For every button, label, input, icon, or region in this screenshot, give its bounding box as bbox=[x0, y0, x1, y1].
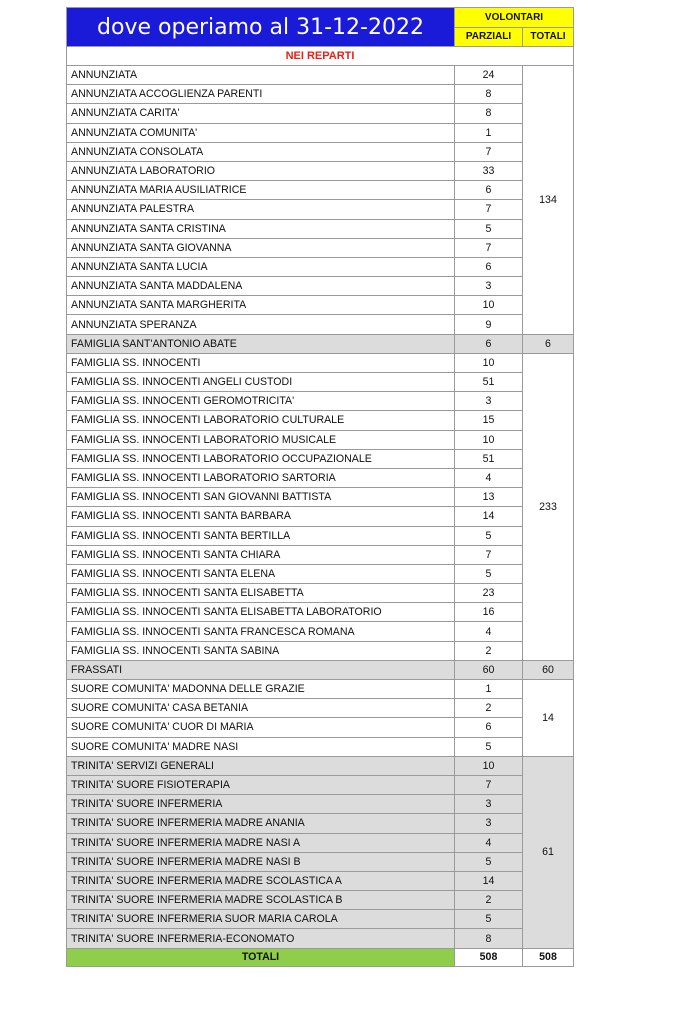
partial-count: 5 bbox=[455, 564, 523, 583]
ward-name: ANNUNZIATA SANTA MADDALENA bbox=[67, 277, 455, 296]
totals-totali: 508 bbox=[523, 948, 574, 966]
table-row bbox=[67, 737, 574, 756]
ward-name: FRASSATI bbox=[67, 660, 455, 679]
table-row bbox=[67, 564, 574, 583]
partial-count: 51 bbox=[455, 373, 523, 392]
ward-name: ANNUNZIATA COMUNITA' bbox=[67, 123, 455, 142]
table-row bbox=[67, 142, 574, 161]
partial-count: 8 bbox=[455, 85, 523, 104]
table-row bbox=[67, 756, 574, 775]
partial-count: 5 bbox=[455, 852, 523, 871]
partial-count: 7 bbox=[455, 545, 523, 564]
partial-count: 9 bbox=[455, 315, 523, 334]
ward-name: FAMIGLIA SS. INNOCENTI LABORATORIO MUSICALE bbox=[67, 430, 455, 449]
ward-name: TRINITA' SUORE INFERMERIA bbox=[67, 795, 455, 814]
partial-count: 23 bbox=[455, 584, 523, 603]
ward-name: TRINITA' SUORE INFERMERIA MADRE SCOLASTICA B bbox=[67, 891, 455, 910]
ward-name: ANNUNZIATA LABORATORIO bbox=[67, 161, 455, 180]
table-body bbox=[67, 66, 574, 949]
partial-count: 14 bbox=[455, 507, 523, 526]
partial-count: 10 bbox=[455, 430, 523, 449]
volunteer-table-sheet bbox=[66, 7, 573, 967]
ward-name: ANNUNZIATA SANTA MARGHERITA bbox=[67, 296, 455, 315]
partial-count: 6 bbox=[455, 257, 523, 276]
table-row bbox=[67, 353, 574, 372]
ward-name: SUORE COMUNITA' MADRE NASI bbox=[67, 737, 455, 756]
table-row bbox=[67, 277, 574, 296]
ward-name: ANNUNZIATA bbox=[67, 66, 455, 85]
ward-name: FAMIGLIA SS. INNOCENTI SANTA FRANCESCA ROMANA bbox=[67, 622, 455, 641]
table-row bbox=[67, 622, 574, 641]
table-row bbox=[67, 910, 574, 929]
partial-count: 10 bbox=[455, 353, 523, 372]
ward-name: TRINITA' SUORE FISIOTERAPIA bbox=[67, 775, 455, 794]
ward-name: FAMIGLIA SS. INNOCENTI SANTA ELENA bbox=[67, 564, 455, 583]
ward-name: FAMIGLIA SANT'ANTONIO ABATE bbox=[67, 334, 455, 353]
partial-count: 14 bbox=[455, 871, 523, 890]
partial-count: 7 bbox=[455, 200, 523, 219]
ward-name: FAMIGLIA SS. INNOCENTI SANTA BARBARA bbox=[67, 507, 455, 526]
ward-name: FAMIGLIA SS. INNOCENTI LABORATORIO SARTORIA bbox=[67, 468, 455, 487]
partial-count: 5 bbox=[455, 737, 523, 756]
ward-name: TRINITA' SUORE INFERMERIA-ECONOMATO bbox=[67, 929, 455, 948]
partial-count: 5 bbox=[455, 219, 523, 238]
partial-count: 10 bbox=[455, 756, 523, 775]
group-total: 134 bbox=[523, 66, 574, 335]
ward-name: FAMIGLIA SS. INNOCENTI ANGELI CUSTODI bbox=[67, 373, 455, 392]
table-row bbox=[67, 200, 574, 219]
partial-count: 2 bbox=[455, 699, 523, 718]
table-row bbox=[67, 584, 574, 603]
partial-count: 7 bbox=[455, 238, 523, 257]
group-total: 61 bbox=[523, 756, 574, 948]
partial-count: 3 bbox=[455, 392, 523, 411]
table-row bbox=[67, 660, 574, 679]
table-row bbox=[67, 833, 574, 852]
ward-name: TRINITA' SUORE INFERMERIA MADRE NASI B bbox=[67, 852, 455, 871]
ward-name: FAMIGLIA SS. INNOCENTI SANTA BERTILLA bbox=[67, 526, 455, 545]
table-row bbox=[67, 852, 574, 871]
ward-name: ANNUNZIATA MARIA AUSILIATRICE bbox=[67, 181, 455, 200]
partial-count: 2 bbox=[455, 891, 523, 910]
table-row bbox=[67, 507, 574, 526]
ward-name: ANNUNZIATA ACCOGLIENZA PARENTI bbox=[67, 85, 455, 104]
ward-name: FAMIGLIA SS. INNOCENTI SANTA SABINA bbox=[67, 641, 455, 660]
group-total: 60 bbox=[523, 660, 574, 679]
partial-count: 1 bbox=[455, 123, 523, 142]
table-row bbox=[67, 411, 574, 430]
totals-label: TOTALI bbox=[67, 948, 455, 966]
ward-name: TRINITA' SUORE INFERMERIA SUOR MARIA CAROLA bbox=[67, 910, 455, 929]
table-row bbox=[67, 161, 574, 180]
table-row bbox=[67, 814, 574, 833]
section-heading: NEI REPARTI bbox=[67, 47, 574, 66]
table-row bbox=[67, 238, 574, 257]
partial-count: 7 bbox=[455, 775, 523, 794]
parziali-header: PARZIALI bbox=[455, 27, 523, 47]
ward-name: ANNUNZIATA CONSOLATA bbox=[67, 142, 455, 161]
ward-name: FAMIGLIA SS. INNOCENTI SAN GIOVANNI BATTISTA bbox=[67, 488, 455, 507]
ward-name: ANNUNZIATA SPERANZA bbox=[67, 315, 455, 334]
partial-count: 6 bbox=[455, 334, 523, 353]
table-row bbox=[67, 871, 574, 890]
table-row bbox=[67, 795, 574, 814]
ward-name: TRINITA' SUORE INFERMERIA MADRE SCOLASTICA A bbox=[67, 871, 455, 890]
group-total: 14 bbox=[523, 680, 574, 757]
table-row bbox=[67, 104, 574, 123]
partial-count: 3 bbox=[455, 814, 523, 833]
table-row bbox=[67, 315, 574, 334]
ward-name: FAMIGLIA SS. INNOCENTI SANTA CHIARA bbox=[67, 545, 455, 564]
table-row bbox=[67, 392, 574, 411]
partial-count: 4 bbox=[455, 468, 523, 487]
table-row bbox=[67, 526, 574, 545]
ward-name: FAMIGLIA SS. INNOCENTI SANTA ELISABETTA bbox=[67, 584, 455, 603]
partial-count: 3 bbox=[455, 277, 523, 296]
partial-count: 51 bbox=[455, 449, 523, 468]
table-row bbox=[67, 603, 574, 622]
ward-name: TRINITA' SUORE INFERMERIA MADRE NASI A bbox=[67, 833, 455, 852]
volunteer-table bbox=[66, 7, 574, 967]
table-row bbox=[67, 85, 574, 104]
partial-count: 8 bbox=[455, 104, 523, 123]
partial-count: 6 bbox=[455, 181, 523, 200]
partial-count: 8 bbox=[455, 929, 523, 948]
partial-count: 7 bbox=[455, 142, 523, 161]
table-row bbox=[67, 929, 574, 948]
partial-count: 3 bbox=[455, 795, 523, 814]
partial-count: 4 bbox=[455, 833, 523, 852]
table-row bbox=[67, 488, 574, 507]
table-row bbox=[67, 373, 574, 392]
totali-header: TOTALI bbox=[523, 27, 574, 47]
partial-count: 5 bbox=[455, 910, 523, 929]
volontari-header: VOLONTARI bbox=[455, 8, 574, 28]
totals-parziali: 508 bbox=[455, 948, 523, 966]
partial-count: 2 bbox=[455, 641, 523, 660]
ward-name: FAMIGLIA SS. INNOCENTI SANTA ELISABETTA LABORATORIO bbox=[67, 603, 455, 622]
table-row bbox=[67, 430, 574, 449]
partial-count: 6 bbox=[455, 718, 523, 737]
partial-count: 10 bbox=[455, 296, 523, 315]
ward-name: ANNUNZIATA CARITA' bbox=[67, 104, 455, 123]
table-row bbox=[67, 718, 574, 737]
partial-count: 13 bbox=[455, 488, 523, 507]
totals-row bbox=[67, 948, 574, 966]
table-row bbox=[67, 123, 574, 142]
ward-name: ANNUNZIATA SANTA LUCIA bbox=[67, 257, 455, 276]
partial-count: 15 bbox=[455, 411, 523, 430]
table-row bbox=[67, 545, 574, 564]
ward-name: SUORE COMUNITA' CASA BETANIA bbox=[67, 699, 455, 718]
table-row bbox=[67, 449, 574, 468]
table-row bbox=[67, 181, 574, 200]
table-row bbox=[67, 334, 574, 353]
partial-count: 24 bbox=[455, 66, 523, 85]
table-title: dove operiamo al 31-12-2022 bbox=[67, 8, 455, 47]
ward-name: SUORE COMUNITA' MADONNA DELLE GRAZIE bbox=[67, 680, 455, 699]
partial-count: 16 bbox=[455, 603, 523, 622]
group-total: 233 bbox=[523, 353, 574, 660]
ward-name: ANNUNZIATA SANTA GIOVANNA bbox=[67, 238, 455, 257]
ward-name: FAMIGLIA SS. INNOCENTI bbox=[67, 353, 455, 372]
table-row bbox=[67, 296, 574, 315]
partial-count: 60 bbox=[455, 660, 523, 679]
table-row bbox=[67, 468, 574, 487]
partial-count: 1 bbox=[455, 680, 523, 699]
group-total: 6 bbox=[523, 334, 574, 353]
table-row bbox=[67, 257, 574, 276]
partial-count: 4 bbox=[455, 622, 523, 641]
table-row bbox=[67, 891, 574, 910]
ward-name: SUORE COMUNITA' CUOR DI MARIA bbox=[67, 718, 455, 737]
table-row bbox=[67, 66, 574, 85]
table-row bbox=[67, 775, 574, 794]
table-row bbox=[67, 680, 574, 699]
table-row bbox=[67, 641, 574, 660]
partial-count: 33 bbox=[455, 161, 523, 180]
ward-name: ANNUNZIATA PALESTRA bbox=[67, 200, 455, 219]
ward-name: FAMIGLIA SS. INNOCENTI GEROMOTRICITA' bbox=[67, 392, 455, 411]
ward-name: FAMIGLIA SS. INNOCENTI LABORATORIO OCCUPAZIONALE bbox=[67, 449, 455, 468]
partial-count: 5 bbox=[455, 526, 523, 545]
ward-name: TRINITA' SERVIZI GENERALI bbox=[67, 756, 455, 775]
table-row bbox=[67, 699, 574, 718]
ward-name: TRINITA' SUORE INFERMERIA MADRE ANANIA bbox=[67, 814, 455, 833]
ward-name: ANNUNZIATA SANTA CRISTINA bbox=[67, 219, 455, 238]
table-row bbox=[67, 219, 574, 238]
ward-name: FAMIGLIA SS. INNOCENTI LABORATORIO CULTURALE bbox=[67, 411, 455, 430]
